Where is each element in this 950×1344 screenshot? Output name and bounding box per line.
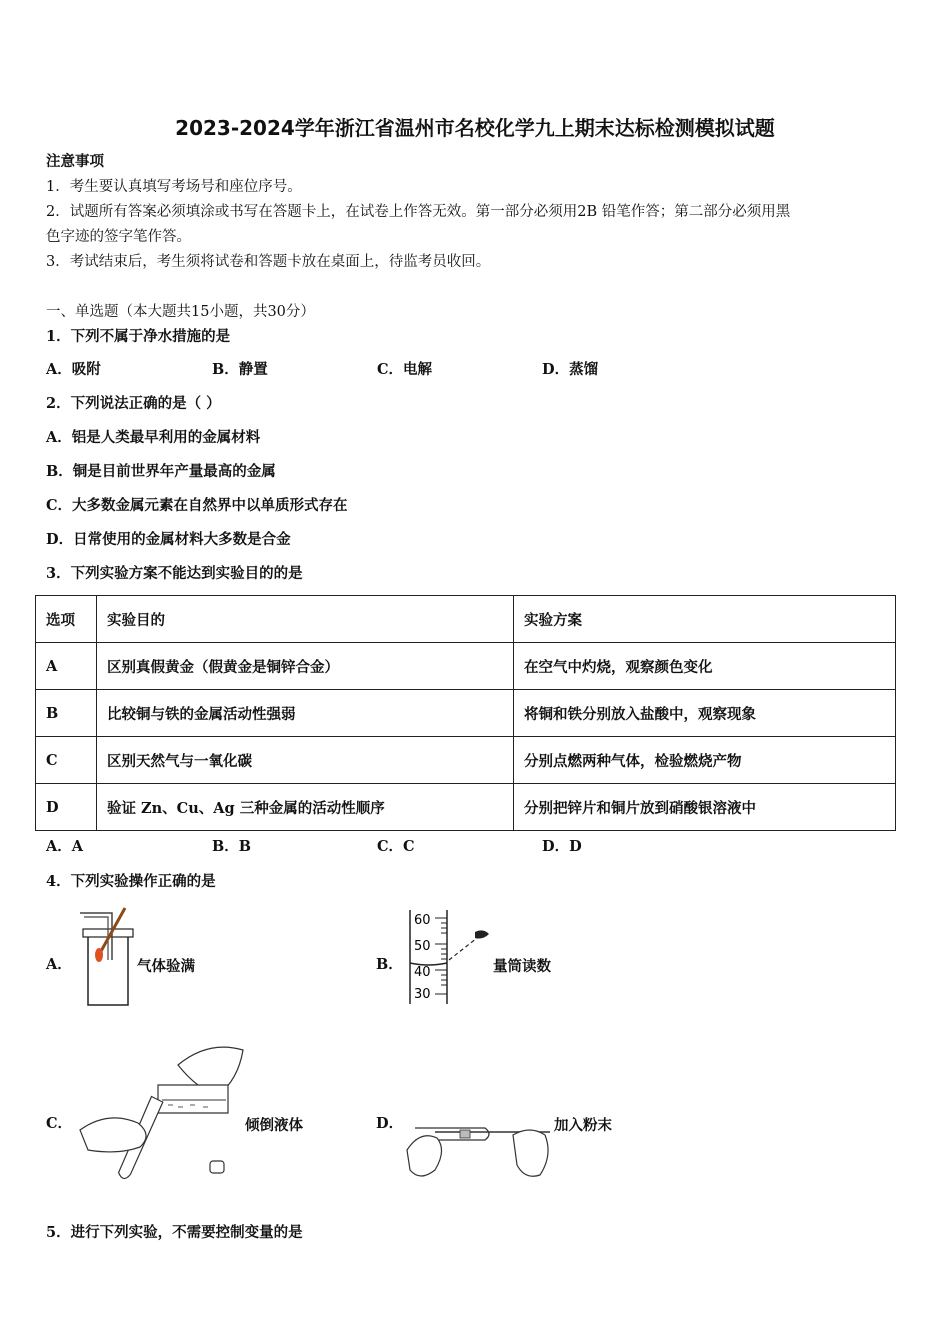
table-row bbox=[36, 690, 896, 737]
measuring-cylinder-figure bbox=[405, 908, 505, 1006]
table-row bbox=[36, 643, 896, 690]
q2-option-c: C．大多数金属元素在自然界中以单质形式存在 bbox=[46, 497, 348, 514]
table-header-row bbox=[36, 596, 896, 643]
notice-item: 3．考试结束后，考生须将试卷和答题卡放在桌面上，待监考员收回。 bbox=[46, 254, 491, 270]
q3-table bbox=[35, 595, 896, 831]
adding-powder-figure bbox=[405, 1110, 555, 1190]
cylinder-tick-label: 40 bbox=[414, 965, 431, 980]
q4-option-d-letter: D． bbox=[376, 1115, 404, 1132]
q3-option-a: A．A bbox=[46, 838, 84, 855]
cylinder-tick-label: 60 bbox=[414, 913, 431, 928]
table-cell: 比较铜与铁的金属活动性强弱 bbox=[97, 690, 514, 737]
q2-option-d: D．日常使用的金属材料大多数是合金 bbox=[46, 531, 291, 548]
notice-item: 2．试题所有答案必须填涂或书写在答题卡上，在试卷上作答无效。第一部分必须用2B 铅笔作答；第二部分必须用黑 bbox=[46, 204, 791, 220]
table-cell: 将铜和铁分别放入盐酸中，观察现象 bbox=[514, 690, 896, 737]
gas-bottle-figure bbox=[70, 905, 140, 1010]
q2-option-b: B．铜是目前世界年产量最高的金属 bbox=[46, 463, 276, 480]
q4-option-a-letter: A． bbox=[46, 956, 72, 973]
q3-option-c: C．C bbox=[377, 838, 415, 855]
table-cell: A bbox=[36, 643, 97, 690]
question-3-stem: 3．下列实验方案不能达到实验目的的是 bbox=[46, 565, 303, 582]
notice-item: 色字迹的签字笔作答。 bbox=[46, 229, 191, 245]
q4-caption-d: 加入粉末 bbox=[554, 1117, 612, 1134]
table-cell: 区别天然气与一氧化碳 bbox=[97, 737, 514, 784]
table-cell: 分别点燃两种气体，检验燃烧产物 bbox=[514, 737, 896, 784]
notice-heading: 注意事项 bbox=[46, 153, 104, 170]
q1-option-c: C．电解 bbox=[377, 361, 433, 378]
question-5-stem: 5．进行下列实验，不需要控制变量的是 bbox=[46, 1224, 303, 1241]
cylinder-tick-label: 30 bbox=[414, 987, 431, 1002]
q4-caption-b: 量筒读数 bbox=[493, 958, 551, 975]
question-4-stem: 4．下列实验操作正确的是 bbox=[46, 873, 216, 890]
table-header-cell: 选项 bbox=[36, 596, 97, 643]
pouring-liquid-figure bbox=[78, 1035, 248, 1185]
table-cell: 区别真假黄金（假黄金是铜锌合金） bbox=[97, 643, 514, 690]
q1-option-d: D．蒸馏 bbox=[542, 361, 599, 378]
q3-option-d: D．D bbox=[542, 838, 582, 855]
question-1-stem: 1．下列不属于净水措施的是 bbox=[46, 328, 231, 345]
table-header-cell: 实验目的 bbox=[97, 596, 514, 643]
notice-item: 1．考生要认真填写考场号和座位序号。 bbox=[46, 179, 302, 195]
cylinder-tick-label: 50 bbox=[414, 939, 431, 954]
q4-caption-c: 倾倒液体 bbox=[245, 1117, 303, 1134]
table-row bbox=[36, 737, 896, 784]
table-cell: D bbox=[36, 784, 97, 831]
question-2-stem: 2．下列说法正确的是（ ） bbox=[46, 395, 221, 412]
page-title: 2023-2024学年浙江省温州市名校化学九上期末达标检测模拟试题 bbox=[175, 116, 775, 140]
table-cell: C bbox=[36, 737, 97, 784]
table-cell: 分别把锌片和铜片放到硝酸银溶液中 bbox=[514, 784, 896, 831]
section-heading: 一、单选题（本大题共15小题，共30分） bbox=[46, 304, 315, 320]
q4-option-c-letter: C． bbox=[46, 1115, 73, 1132]
table-header-cell: 实验方案 bbox=[514, 596, 896, 643]
q4-caption-a: 气体验满 bbox=[137, 958, 195, 975]
table-cell: 在空气中灼烧，观察颜色变化 bbox=[514, 643, 896, 690]
q1-option-b: B．静置 bbox=[212, 361, 268, 378]
table-cell: 验证 Zn、Cu、Ag 三种金属的活动性顺序 bbox=[97, 784, 514, 831]
q4-option-b-letter: B． bbox=[376, 956, 403, 973]
q2-option-a: A．铝是人类最早利用的金属材料 bbox=[46, 429, 261, 446]
q3-option-b: B．B bbox=[212, 838, 252, 855]
q1-option-a: A．吸附 bbox=[46, 361, 101, 378]
table-cell: B bbox=[36, 690, 97, 737]
table-row bbox=[36, 784, 896, 831]
